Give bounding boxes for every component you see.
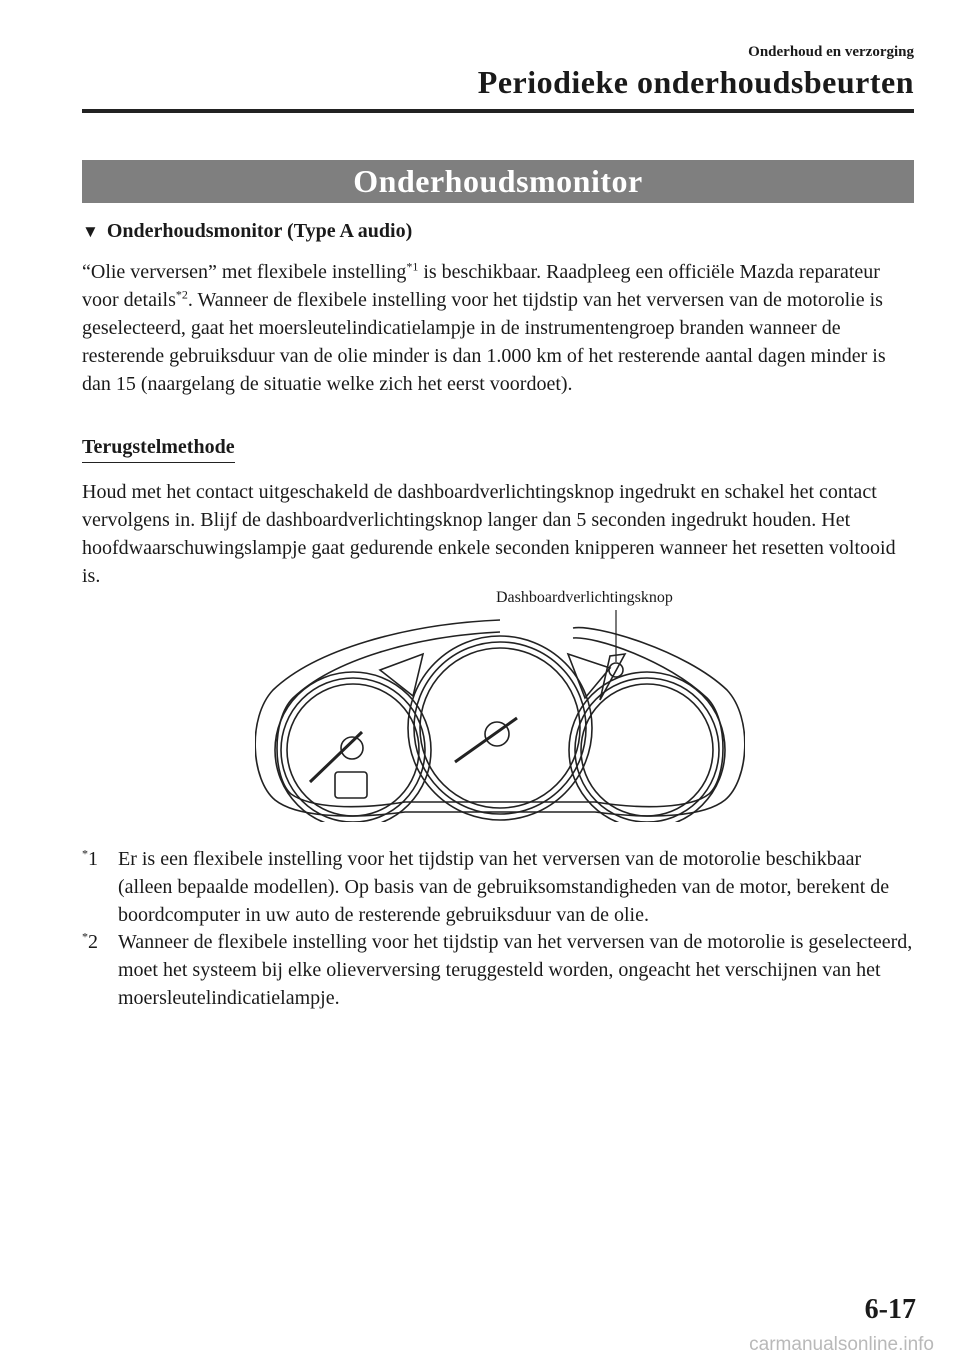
para1-text-c: . Wanneer de flexibele instelling voor het tijdstip van het verversen van de motorolie is geselecteerd, gaat het moersleutelindicatielampje in de instrumentengroep branden wanneer de resterende gebruiksduur van de olie minder is dan 1.000 km of het resterende aantal dagen minder is dan 15 (naargelang de situatie welke zich het eerst voordoet). [82,289,886,395]
footnote-1 [82,845,918,929]
instrument-cluster-illustration [255,610,745,822]
para1-text-b: is beschikbaar. Raadpleeg een officiële Mazda reparateur voor details [82,261,880,311]
section-band: Onderhoudsmonitor [82,160,914,203]
subheading [82,220,412,243]
header-divider [82,109,914,113]
page-number: 6-17 [864,1294,916,1325]
triangle-icon: ▼ [82,222,99,241]
reset-method-heading: Terugstelmethode [82,436,235,463]
reset-paragraph: Houd met het contact uitgeschakeld de dashboardverlichtingsknop ingedrukt en schakel het contact vervolgens in. Blijf de dashboardverlichtingsknop langer dan 5 seconden ingedrukt houden. Het hoofdwaarschuwingslampje gaat gedurende enkele seconden knipperen wanneer het resetten voltooid is. [82,481,896,587]
footnote-number: 2 [88,931,98,953]
footnote-asterisk: * [82,929,88,944]
para1-text-a: “Olie verversen” met flexibele instelling [82,261,407,283]
footnote-2 [82,928,918,1012]
section-title: Onderhoud en verzorging [748,44,914,60]
footnote-ref-1: *1 [406,259,419,274]
footnote-ref-2: *2 [175,287,188,302]
watermark: carmanualsonline.info [749,1334,934,1355]
footnote-text: Er is een flexibele instelling voor het tijdstip van het verversen van de motorolie beschikbaar (alleen bepaalde modellen). Op basis van de gebruiksomstandigheden van de motor, berekent de boordcomputer in uw auto de resterende gebruiksduur van de olie. [118,848,890,926]
footnote-number: 1 [88,848,98,870]
footnote-asterisk: * [82,846,88,861]
footnote-text: Wanneer de flexibele instelling voor het tijdstip van het verversen van de motorolie is geselecteerd, moet het systeem bij elke olieverversing teruggesteld worden, ongeacht het verschijnen van het moersleutelindicatielampje. [118,931,913,1009]
figure-callout-label: Dashboardverlichtingsknop [496,589,673,606]
page-title: Periodieke onderhoudsbeurten [477,64,914,100]
subheading-text: Onderhoudsmonitor (Type A audio) [106,220,413,242]
intro-paragraph [82,258,918,398]
